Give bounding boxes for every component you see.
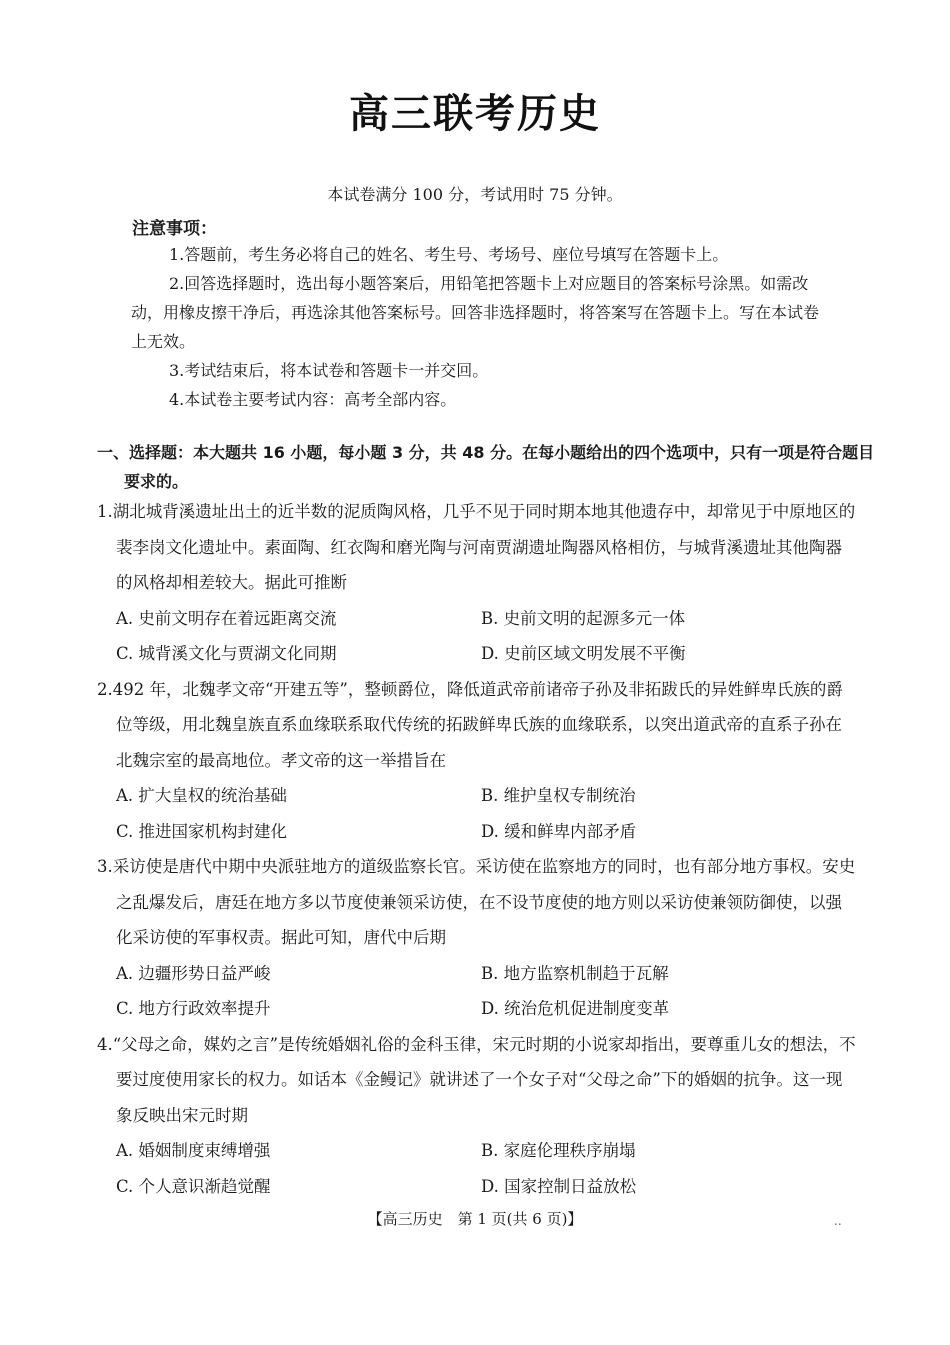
option-d: D. 国家控制日益放松 <box>481 1176 637 1196</box>
question-stem: 1.湖北城背溪遗址出土的近半数的泥质陶风格，几乎不见于同时期本地其他遗存中，却常见于中原地区的裴李岗文化遗址中。素面陶、红衣陶和磨光陶与河南贾湖遗址陶器风格相仿，与城背溪遗址其他陶器的风格却相差较大。据此可推断 <box>97 502 856 592</box>
question-stem: 2.492 年，北魏孝文帝“开建五等”，整顿爵位，降低道武帝前诸帝子孙及非拓跋氏的异姓鲜卑氏族的爵位等级，用北魏皇族直系血缘联系取代传统的拓跋鲜卑氏族的血缘联系，以突出道武帝的直系子孙在北魏宗室的最高地位。孝文帝的这一举措旨在 <box>97 679 843 770</box>
question-stem: 4.“父母之命，媒妁之言”是传统婚姻礼俗的金科玉律，宋元时期的小说家却指出，要尊重儿女的想法，不要过度使用家长的权力。如话本《金鳗记》就讲述了一个女子对“父母之命”下的婚姻的抗争。这一现象反映出宋元时期 <box>97 1034 856 1125</box>
option-c: C. 推进国家机构封建化 <box>116 821 288 841</box>
option-b: B. 家庭伦理秩序崩塌 <box>481 1141 636 1160</box>
exam-title: 高三联考历史 <box>349 91 601 137</box>
option-d: D. 史前区域文明发展不平衡 <box>481 644 686 663</box>
question-options <box>97 601 857 672</box>
option-a: A. 婚姻制度束缚增强 <box>116 1141 271 1160</box>
option-d: D. 缓和鲜卑内部矛盾 <box>481 821 637 841</box>
option-c: C. 个人意识渐趋觉醒 <box>116 1176 271 1196</box>
option-a: A. 史前文明存在着远距离交流 <box>116 608 337 628</box>
corner-mark: .. <box>834 1214 842 1228</box>
option-b: B. 地方监察机制趋于瓦解 <box>481 963 669 983</box>
question-list <box>97 494 857 1204</box>
question-1 <box>97 494 857 672</box>
question-stem: 3.采访使是唐代中期中央派驻地方的道级监察长官。采访使在监察地方的同时，也有部分地方事权。安史之乱爆发后，唐廷在地方多以节度使兼领采访使，在不设节度使的地方则以采访使兼领防御使，以强化采访使的军事权责。据此可知，唐代中后期 <box>97 857 856 947</box>
option-d: D. 统治危机促进制度变革 <box>481 999 670 1018</box>
option-c: C. 地方行政效率提升 <box>116 999 271 1018</box>
exam-subtitle: 本试卷满分 100 分，考试用时 75 分钟。 <box>327 185 623 204</box>
option-b: B. 史前文明的起源多元一体 <box>481 608 686 628</box>
question-4 <box>97 1027 857 1205</box>
notice-list <box>131 240 821 414</box>
option-c: C. 城背溪文化与贾湖文化同期 <box>116 644 337 663</box>
notice-item: 2.回答选择题时，选出每小题答案后，用铅笔把答题卡上对应题目的答案标号涂黑。如需改动，用橡皮擦干净后，再选涂其他答案标号。回答非选择题时，将答案写在答题卡上。写在本试卷上无效。 <box>131 274 820 351</box>
question-2 <box>97 672 857 850</box>
option-a: A. 扩大皇权的统治基础 <box>116 786 287 805</box>
notice-item: 4.本试卷主要考试内容：高考全部内容。 <box>169 390 457 409</box>
page-footer: 【高三历史 第 1 页(共 6 页)】 <box>367 1210 583 1228</box>
question-options <box>97 1133 857 1204</box>
section-heading: 一、选择题：本大题共 16 小题，每小题 3 分，共 48 分。在每小题给出的四个选项中，只有一项是符合题目要求的。 <box>97 443 875 491</box>
notice-item: 3.考试结束后，将本试卷和答题卡一并交回。 <box>169 361 489 380</box>
option-a: A. 边疆形势日益严峻 <box>116 963 271 983</box>
option-b: B. 维护皇权专制统治 <box>481 786 636 805</box>
question-options <box>97 956 857 1027</box>
notice-item: 1.答题前，考生务必将自己的姓名、考生号、考场号、座位号填写在答题卡上。 <box>169 245 729 264</box>
notice-heading: 注意事项： <box>132 219 217 239</box>
question-3 <box>97 849 857 1027</box>
question-options <box>97 778 857 849</box>
